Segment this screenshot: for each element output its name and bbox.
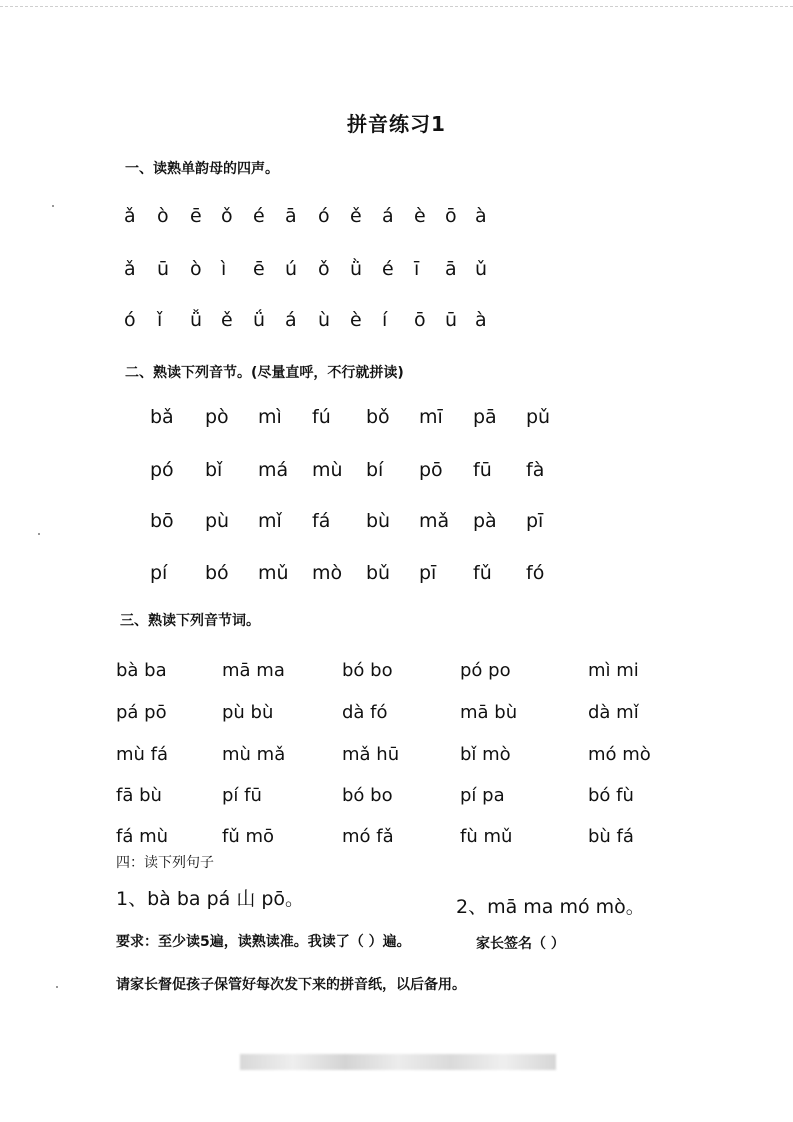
syllable-r2-c3: má: [258, 459, 289, 481]
vowel-r3-c3: ǚ: [190, 309, 203, 331]
vowel-r1-c7: ó: [318, 205, 330, 227]
scan-speck: [56, 986, 58, 988]
word-r5-c1: fá mù: [116, 826, 169, 847]
word-r4-c5: bó fù: [588, 785, 634, 806]
syllable-r2-c7: fū: [473, 459, 492, 481]
word-r5-c2: fǔ mō: [222, 826, 275, 847]
syllable-r1-c4: fú: [312, 406, 331, 428]
section2-heading: 二、熟读下列音节。(尽量直呼，不行就拼读): [125, 365, 404, 381]
vowel-r2-c3: ò: [190, 258, 202, 280]
word-r4-c4: pí pa: [460, 785, 505, 806]
vowel-r3-c12: à: [475, 309, 487, 331]
vowel-r1-c9: á: [382, 205, 394, 227]
vowel-r2-c1: ǎ: [124, 258, 136, 280]
syllable-r3-c4: fá: [312, 510, 331, 532]
word-r4-c2: pí fū: [222, 785, 262, 806]
vowel-r1-c5: é: [253, 205, 265, 227]
scan-speck: [38, 533, 40, 535]
vowel-r3-c4: ě: [221, 309, 233, 331]
word-r1-c4: pó po: [460, 660, 511, 681]
word-r1-c1: bà ba: [116, 660, 167, 681]
vowel-r3-c11: ū: [445, 309, 458, 331]
syllable-r1-c2: pò: [205, 406, 229, 428]
sentence-1: 1、bà ba pá 山 pō。: [116, 888, 305, 910]
vowel-r2-c8: ǜ: [350, 258, 363, 280]
vowel-r2-c2: ū: [157, 258, 170, 280]
syllable-r4-c8: fó: [526, 562, 545, 584]
vowel-r2-c12: ǔ: [475, 258, 488, 280]
syllable-r3-c5: bù: [366, 510, 391, 532]
section4-heading: 四：读下列句子: [116, 855, 214, 871]
vowel-r2-c4: ì: [221, 258, 227, 280]
syllable-r3-c6: mǎ: [419, 510, 450, 532]
vowel-r3-c2: ǐ: [157, 309, 163, 331]
word-r4-c3: bó bo: [342, 785, 393, 806]
parent-signature: 家长签名（ ）: [476, 936, 565, 952]
vowel-r2-c11: ā: [445, 258, 457, 280]
vowel-r3-c8: è: [350, 309, 362, 331]
syllable-r4-c2: bó: [205, 562, 229, 584]
vowel-r1-c1: ǎ: [124, 205, 136, 227]
vowel-r1-c12: à: [475, 205, 487, 227]
word-r3-c1: mù fá: [116, 744, 169, 765]
syllable-r3-c2: pù: [205, 510, 230, 532]
word-r5-c4: fù mǔ: [460, 826, 513, 847]
vowel-r1-c11: ō: [445, 205, 457, 227]
vowel-r2-c5: ē: [253, 258, 265, 280]
sentence-2: 2、mā ma mó mò。: [456, 896, 645, 918]
syllable-r4-c5: bǔ: [366, 562, 391, 584]
word-r3-c5: mó mò: [588, 744, 651, 765]
vowel-r1-c4: ǒ: [221, 205, 233, 227]
syllable-r1-c1: bǎ: [150, 406, 174, 428]
word-r2-c3: dà fó: [342, 702, 388, 723]
vowel-r2-c6: ú: [285, 258, 298, 280]
vowel-r3-c6: á: [285, 309, 297, 331]
word-r5-c5: bù fá: [588, 826, 634, 847]
vowel-r3-c10: ō: [414, 309, 426, 331]
syllable-r1-c6: mī: [419, 406, 443, 428]
word-r1-c2: mā ma: [222, 660, 285, 681]
scan-speck: [52, 205, 54, 207]
word-r2-c4: mā bù: [460, 702, 518, 723]
vowel-r3-c1: ó: [124, 309, 136, 331]
syllable-r2-c4: mù: [312, 459, 343, 481]
watermark-blur: [240, 1054, 556, 1070]
vowel-r1-c10: è: [414, 205, 426, 227]
word-r1-c5: mì mi: [588, 660, 639, 681]
syllable-r4-c1: pí: [150, 562, 168, 584]
syllable-r3-c8: pī: [526, 510, 544, 532]
syllable-r1-c5: bǒ: [366, 406, 390, 428]
syllable-r4-c3: mǔ: [258, 562, 289, 584]
scan-artifact-line: [0, 6, 793, 7]
syllable-r2-c1: pó: [150, 459, 174, 481]
parent-note: 请家长督促孩子保管好每次发下来的拼音纸，以后备用。: [116, 977, 466, 993]
syllable-r2-c8: fà: [526, 459, 545, 481]
vowel-r3-c5: ǘ: [253, 309, 266, 331]
word-r3-c4: bǐ mò: [460, 744, 511, 765]
syllable-r1-c3: mì: [258, 406, 282, 428]
word-r2-c2: pù bù: [222, 702, 274, 723]
syllable-r4-c7: fǔ: [473, 562, 492, 584]
word-r1-c3: bó bo: [342, 660, 393, 681]
vowel-r2-c7: ǒ: [318, 258, 330, 280]
syllable-r1-c7: pā: [473, 406, 497, 428]
vowel-r1-c6: ā: [285, 205, 297, 227]
syllable-r3-c7: pà: [473, 510, 497, 532]
vowel-r3-c9: í: [382, 309, 388, 331]
syllable-r4-c6: pī: [419, 562, 437, 584]
vowel-r1-c8: ě: [350, 205, 362, 227]
requirement-text: 要求：至少读5遍，读熟读准。我读了（ ）遍。: [116, 934, 411, 950]
word-r3-c3: mǎ hū: [342, 744, 400, 765]
word-r2-c1: pá pō: [116, 702, 167, 723]
vowel-r3-c7: ù: [318, 309, 331, 331]
syllable-r1-c8: pǔ: [526, 406, 551, 428]
syllable-r2-c6: pō: [419, 459, 443, 481]
word-r3-c2: mù mǎ: [222, 744, 286, 765]
vowel-r1-c3: ē: [190, 205, 202, 227]
syllable-r4-c4: mò: [312, 562, 343, 584]
syllable-r2-c5: bí: [366, 459, 384, 481]
syllable-r2-c2: bǐ: [205, 459, 223, 481]
page-title: 拼音练习1: [347, 112, 446, 136]
word-r2-c5: dà mǐ: [588, 702, 639, 723]
section1-heading: 一、读熟单韵母的四声。: [125, 161, 279, 177]
vowel-r2-c9: é: [382, 258, 394, 280]
syllable-r3-c1: bō: [150, 510, 174, 532]
vowel-r1-c2: ò: [157, 205, 169, 227]
section3-heading: 三、熟读下列音节词。: [120, 613, 260, 629]
word-r5-c3: mó fǎ: [342, 826, 394, 847]
syllable-r3-c3: mǐ: [258, 510, 282, 532]
word-r4-c1: fā bù: [116, 785, 162, 806]
vowel-r2-c10: ī: [414, 258, 420, 280]
